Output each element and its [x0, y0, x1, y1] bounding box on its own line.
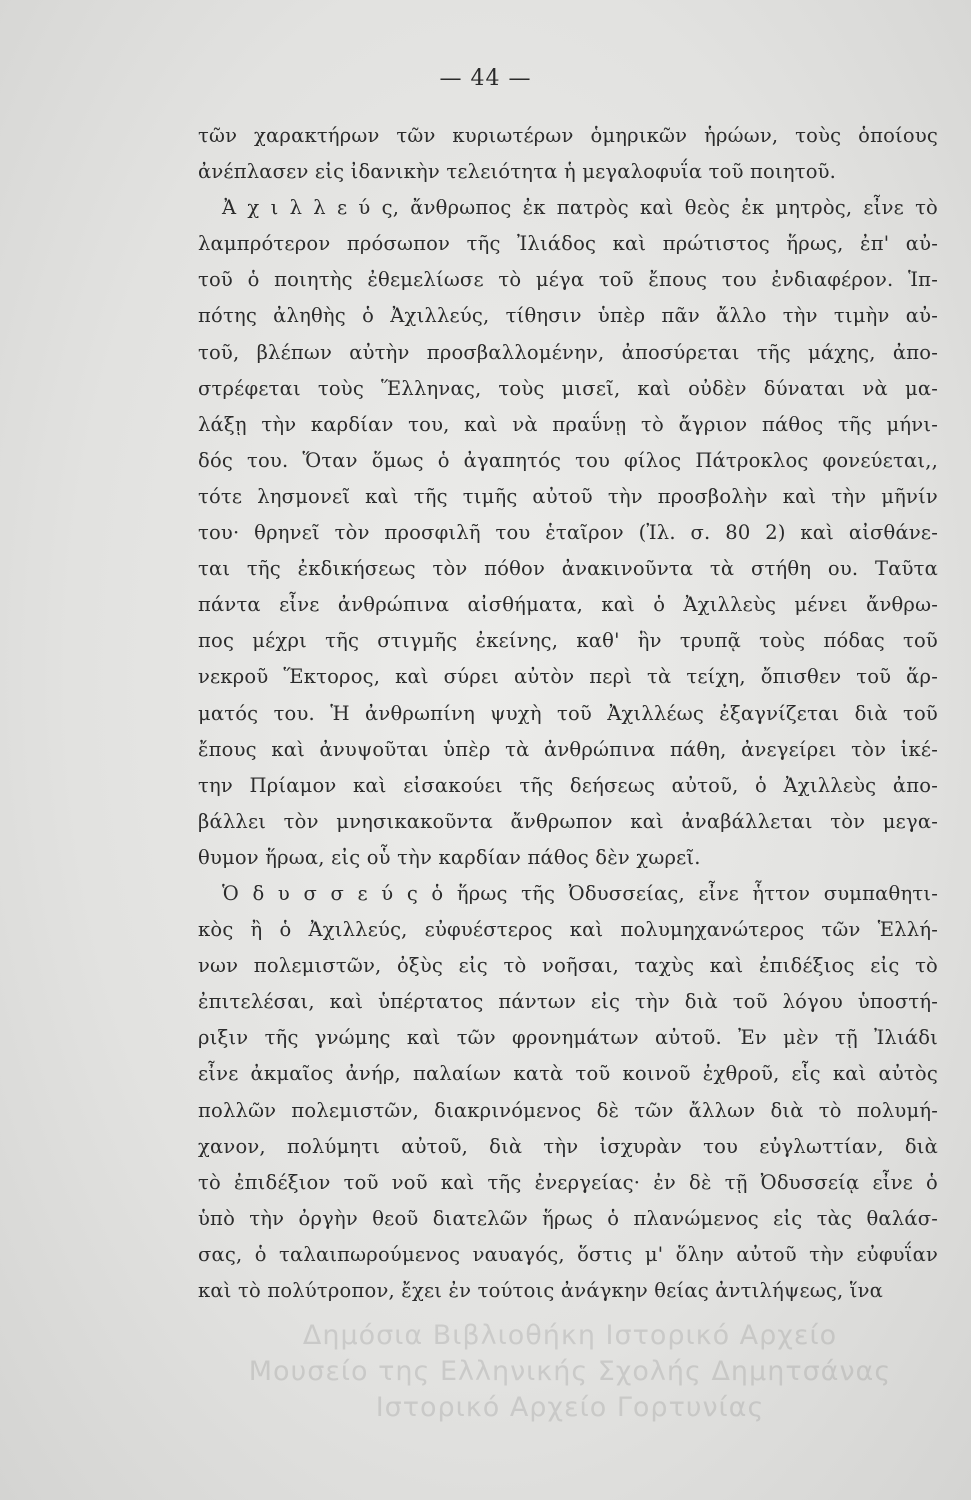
text-line: τοῦ, βλέπων αὐτὴν προσβαλλομένην, ἀποσύρεται τῆς μάχης, ἀπο- [198, 340, 938, 364]
text-line: πολλῶν πολεμιστῶν, διακρινόμενος δὲ τῶν ἄλλων διὰ τὸ πολυμή- [198, 1098, 938, 1122]
text-line: βάλλει τὸν μνησικακοῦντα ἄνθρωπον καὶ ἀναβάλλεται τὸν μεγα- [198, 809, 938, 833]
text-line: τὸ ἐπιδέξιον τοῦ νοῦ καὶ τῆς ἐνεργείας· ἐν δὲ τῇ Ὀδυσσείᾳ εἶνε ὁ [198, 1170, 938, 1194]
page-number: — 44 — [439, 66, 532, 91]
text-line: Ἀ χ ι λ λ ε ύ ς, ἄνθρωπος ἐκ πατρὸς καὶ θεὸς ἐκ μητρὸς, εἶνε τὸ [222, 196, 938, 220]
text-line: νεκροῦ Ἕκτορος, καὶ σύρει αὐτὸν περὶ τὰ τείχη, ὄπισθεν τοῦ ἅρ- [198, 665, 938, 689]
text-line: νων πολεμιστῶν, ὀξὺς εἰς τὸ νοῆσαι, ταχὺς καὶ ἐπιδέξιος εἰς τὸ [198, 954, 938, 978]
watermark-line: Μουσείο της Ελληνικής Σχολής Δημητσάνας [248, 1356, 892, 1387]
text-line: τῶν χαρακτήρων τῶν κυριωτέρων ὁμηρικῶν ἡρώων, τοὺς ὁποίους [198, 124, 938, 147]
text-line: του· θρηνεῖ τὸν προσφιλῆ του ἑταῖρον (Ἰλ. σ. 80 2) καὶ αἰσθάνε- [198, 521, 938, 545]
text-line: την Πρίαμον καὶ εἰσακούει τῆς δεήσεως αὐτοῦ, ὁ Ἀχιλλεὺς ἀπο- [198, 773, 938, 797]
library-watermark [200, 1318, 940, 1426]
text-line: ριξιν τῆς γνώμης καὶ τῶν φρονημάτων αὐτοῦ. Ἐν μὲν τῇ Ἰλιάδι [198, 1026, 938, 1050]
watermark-line: Δημόσια Βιβλιοθήκη Ιστορικό Αρχείο [302, 1320, 838, 1351]
text-line: χανον, πολύμητι αὐτοῦ, διὰ τὴν ἰσχυρὰν του εὐγλωττίαν, διὰ [198, 1134, 938, 1158]
text-line: πότης ἀληθὴς ὁ Ἀχιλλεύς, τίθησιν ὑπὲρ πᾶν ἄλλο τὴν τιμὴν αὐ- [198, 304, 938, 328]
text-line: ται τῆς ἐκδικήσεως τὸν πόθον ἀνακινοῦντα τὰ στήθη ου. Ταῦτα [198, 557, 938, 581]
text-line: ὑπὸ τὴν ὀργὴν θεοῦ διατελῶν ἥρως ὁ πλανώμενος εἰς τὰς θαλάσ- [198, 1206, 938, 1230]
text-line: ἔπους καὶ ἀνυψοῦται ὑπὲρ τὰ ἀνθρώπινα πάθη, ἀνεγείρει τὸν ἱκέ- [198, 737, 938, 761]
text-line: εἶνε ἀκμαῖος ἀνήρ, παλαίων κατὰ τοῦ κοινοῦ ἐχθροῦ, εἷς καὶ αὐτὸς [198, 1062, 938, 1086]
text-line: κὸς ἢ ὁ Ἀχιλλεύς, εὐφυέστερος καὶ πολυμηχανώτερος τῶν Ἑλλή- [198, 918, 938, 942]
text-line: ματός του. Ἡ ἀνθρωπίνη ψυχὴ τοῦ Ἀχιλλέως ἐξαγνίζεται διὰ τοῦ [198, 701, 938, 725]
text-line: δός του. Ὅταν ὅμως ὁ ἀγαπητός του φίλος Πάτροκλος φονεύεται,, [198, 448, 938, 472]
watermark-line: Ιστορικό Αρχείο Γορτυνίας [375, 1392, 765, 1423]
text-line: πάντα εἶνε ἀνθρώπινα αἰσθήματα, καὶ ὁ Ἀχιλλεὺς μένει ἄνθρω- [198, 593, 938, 617]
text-line: σας, ὁ ταλαιπωρούμενος ναυαγός, ὅστις μ' ὅλην αὐτοῦ τὴν εὐφυΐαν [198, 1242, 938, 1266]
text-line: λαμπρότερον πρόσωπον τῆς Ἰλιάδος καὶ πρώτιστος ἥρως, ἐπ' αὐ- [198, 232, 938, 256]
text-line: τοῦ ὁ ποιητὴς ἐθεμελίωσε τὸ μέγα τοῦ ἔπους του ἐνδιαφέρον. Ἱπ- [198, 268, 938, 292]
text-line: ἐπιτελέσαι, καὶ ὑπέρτατος πάντων εἰς τὴν διὰ τοῦ λόγου ὑποστή- [198, 990, 938, 1014]
text-line: θυμον ἥρωα, εἰς οὗ τὴν καρδίαν πάθος δὲν χωρεῖ. [198, 845, 701, 869]
text-line: καὶ τὸ πολύτροπον, ἔχει ἐν τούτοις ἀνάγκην θείας ἀντιλήψεως, ἵνα [198, 1279, 884, 1302]
text-line: λάξῃ τὴν καρδίαν του, καὶ νὰ πραΰνῃ τὸ ἄγριον πάθος τῆς μήνι- [198, 412, 938, 436]
body-text [198, 118, 938, 1309]
text-line: τότε λησμονεῖ καὶ τῆς τιμῆς αὐτοῦ τὴν προσβολὴν καὶ τὴν μῆνίν [198, 484, 938, 508]
text-line: πος μέχρι τῆς στιγμῆς ἐκείνης, καθ' ἣν τρυπᾷ τοὺς πόδας τοῦ [198, 629, 938, 653]
text-line: ἀνέπλασεν εἰς ἰδανικὴν τελειότητα ἡ μεγαλοφυΐα τοῦ ποιητοῦ. [198, 160, 837, 184]
text-line: Ὁ δ υ σ σ ε ύ ς ὁ ἥρως τῆς Ὀδυσσείας, εἶνε ἧττον συμπαθητι- [222, 881, 938, 905]
text-line: στρέφεται τοὺς Ἕλληνας, τοὺς μισεῖ, καὶ οὐδὲν δύναται νὰ μα- [198, 376, 938, 400]
